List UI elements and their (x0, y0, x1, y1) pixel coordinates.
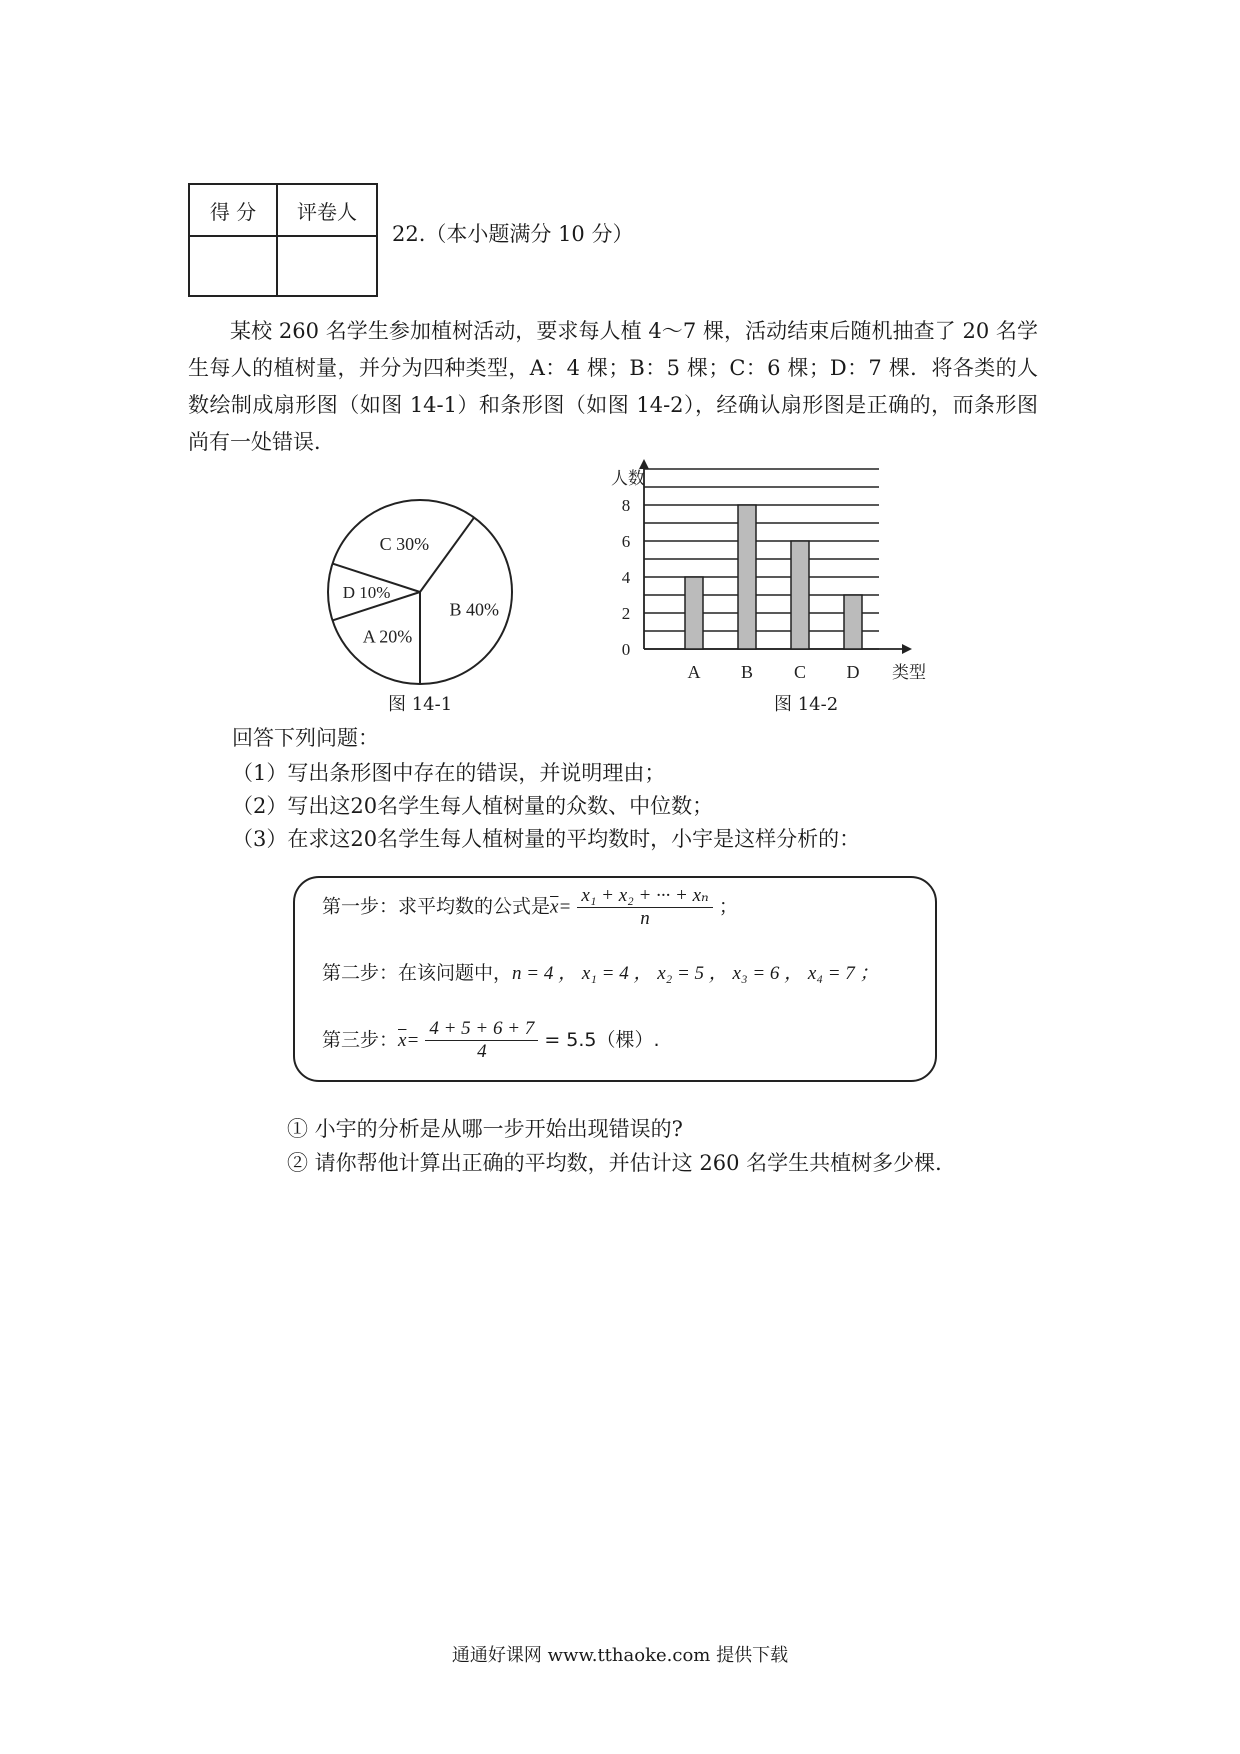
step-3-xbar: $\overline{x}$ (398, 1030, 407, 1051)
step-1 (322, 884, 738, 930)
step-1-label: 第一步：求平均数的公式是 (322, 895, 551, 918)
question-2: （2）写出这20名学生每人植树量的众数、中位数； (232, 794, 714, 818)
bar-x-arrow (902, 644, 912, 654)
grader-cell (277, 236, 377, 296)
bar-c (791, 541, 809, 649)
questions-lead: 回答下列问题： (232, 726, 379, 750)
bar-caption: 图 14-2 (774, 694, 839, 715)
step-1-xbar: $\overline{x}$ (550, 896, 559, 918)
step-1-equals: = (558, 896, 572, 918)
pie-label-d: D 10% (342, 583, 391, 602)
step-1-denominator: n (640, 908, 650, 929)
bar-xtick-b: B (740, 662, 754, 682)
bar-a (685, 577, 703, 649)
pie-label-c: C 30% (379, 533, 430, 554)
step-3-end: = 5.5（棵）. (544, 1029, 660, 1051)
step-2 (322, 958, 879, 985)
bar-ytick-8: 8 (621, 496, 631, 515)
step-3 (322, 1018, 660, 1063)
question-intro: 某校 260 名学生参加植树活动，要求每人植 4～7 棵，活动结束后随机抽查了 20 名学生每人的植树量，并分为四种类型，A：4 棵；B：5 棵；C：6 棵；D：7 棵．将各类的人数绘制成扇形图（如图 14-1）和条形图（如图 14-2），经确认扇形图是正确的，而条形图尚有一处错误． (188, 319, 1038, 454)
subquestion-2: ② 请你帮他计算出正确的平均数，并估计这 260 名学生共植树多少棵． (287, 1151, 957, 1175)
bar-chart (590, 455, 950, 695)
bar-ylabel: 人数 (611, 469, 645, 488)
step-3-numerator: 4 + 5 + 6 + 7 (425, 1018, 538, 1041)
score-header: 得 分 (189, 184, 277, 236)
score-table (188, 183, 378, 297)
score-cell (189, 236, 277, 296)
bar-y-arrow (639, 459, 649, 469)
question-1: （1）写出条形图中存在的错误，并说明理由； (232, 761, 666, 785)
step-3-equals: = (406, 1030, 420, 1051)
bar-b (738, 505, 756, 649)
step-1-numerator: x₁ + x₂ + ··· + xₙ (577, 884, 712, 908)
pie-caption: 图 14-1 (388, 694, 453, 715)
pie-radius-c (420, 518, 474, 592)
bar-xtick-a: A (687, 662, 701, 682)
bar-xtick-c: C (793, 662, 807, 682)
bar-ytick-0: 0 (621, 640, 631, 659)
step-2-label: 第二步：在该问题中， (322, 962, 513, 984)
page-footer: 通通好课网 www.tthaoke.com 提供下载 (451, 1645, 789, 1666)
bar-xtick-d: D (846, 662, 860, 682)
subquestion-1: ① 小宇的分析是从哪一步开始出现错误的? (287, 1117, 683, 1141)
step-3-denominator: 4 (477, 1041, 487, 1062)
step-2-math: n = 4 ， x₁ = 4 ， x₂ = 5 ， x₃ = 6 ， x₄ = 7 ； (512, 963, 879, 984)
bar-ytick-4: 4 (621, 568, 631, 587)
bar-xlabel: 类型 (892, 663, 926, 682)
step-1-end: ； (718, 895, 738, 918)
pie-chart (310, 482, 530, 702)
pie-label-a: A 20% (362, 626, 413, 647)
pie-label-b: B 40% (449, 599, 499, 620)
bar-d (844, 595, 862, 649)
bar-ytick-6: 6 (621, 532, 631, 551)
bar-ytick-2: 2 (621, 604, 631, 623)
step-3-label: 第三步： (322, 1029, 399, 1051)
question-title: 22.（本小题满分 10 分） (392, 222, 634, 246)
question-3: （3）在求这20名学生每人植树量的平均数时，小宇是这样分析的： (232, 827, 861, 851)
grader-header: 评卷人 (277, 184, 377, 236)
